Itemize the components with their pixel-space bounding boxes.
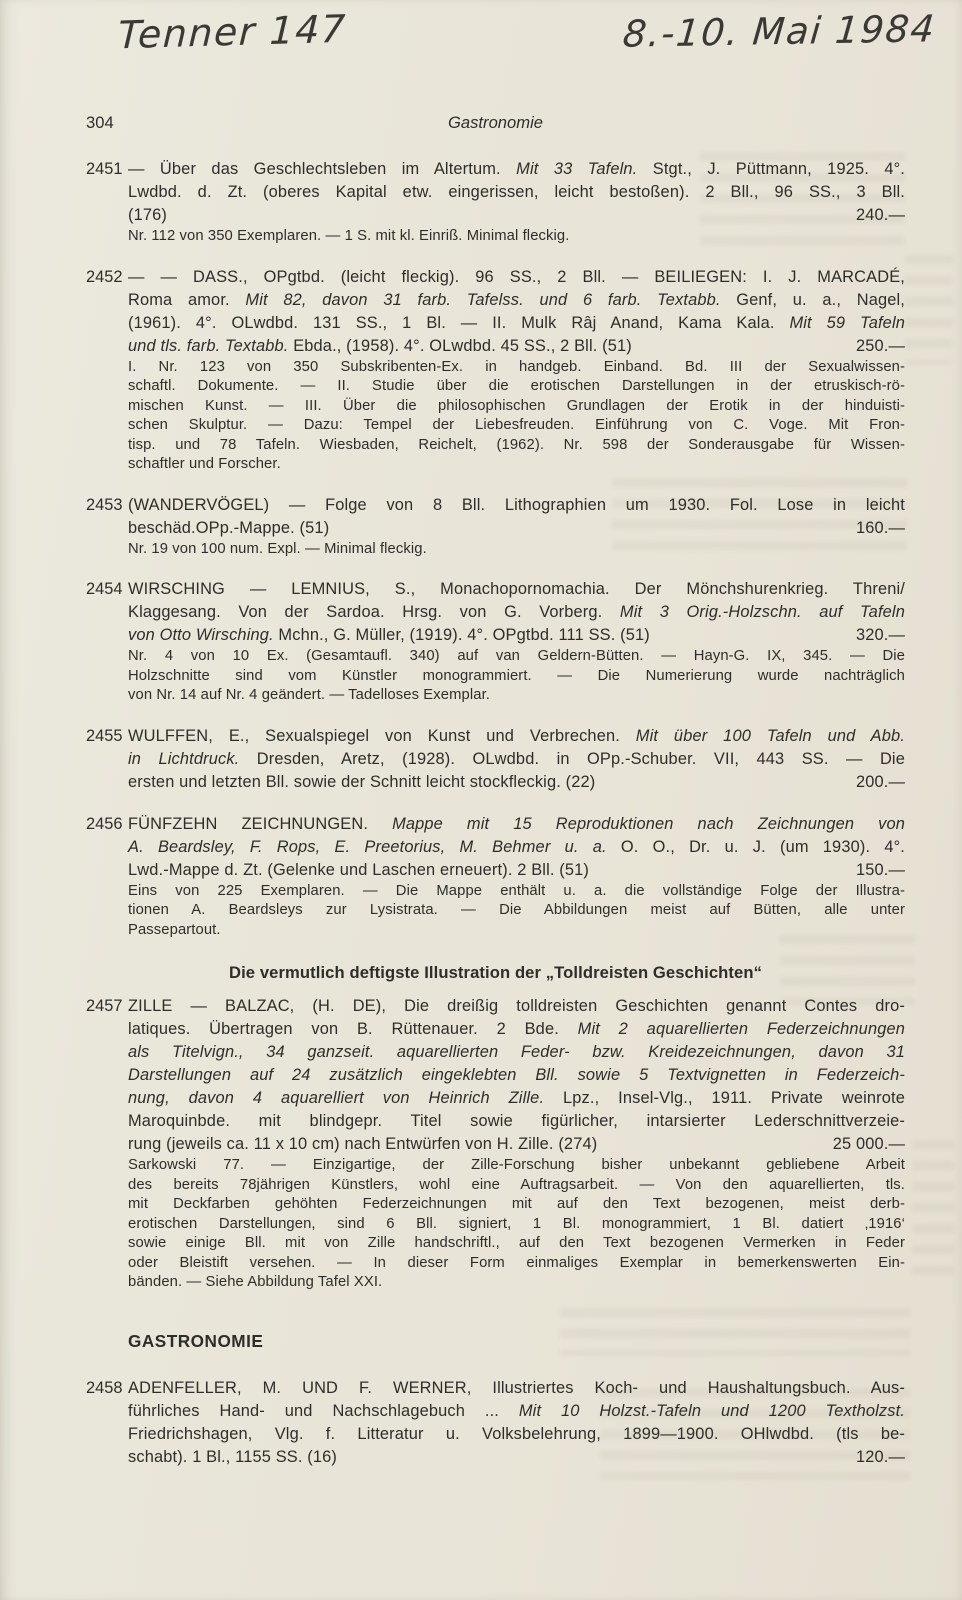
catalog-entry xyxy=(86,725,905,794)
entry-line-text: Passepartout. xyxy=(128,921,221,938)
entries xyxy=(86,158,905,1469)
entry-line-text: von Otto Wirsching. Mchn., G. Müller, (1919). 4°. OPgtbd. 111 SS. (51) xyxy=(128,626,650,644)
entry-line-text: des bereits 78jährigen Künstlers, wohl eine Auftragsarbeit. — Von den aquarellierten, tls. xyxy=(128,1176,905,1193)
entry-line-text: — — DASS., OPgtbd. (leicht fleckig). 96 SS., 2 Bll. — BEILIEGEN: I. J. MARCADÉ, xyxy=(128,267,905,286)
entry-note-line xyxy=(128,1254,905,1274)
entry-line-text: führliches Hand- und Nachschlagebuch ... Mit 10 Holzst.-Tafeln und 1200 Textholzst. xyxy=(128,1401,905,1420)
entry-line xyxy=(128,266,905,289)
entry-line-text: ZILLE — BALZAC, (H. DE), Die dreißig tolldreisten Geschichten genannt Contes dro- xyxy=(128,997,905,1015)
entry-note-line xyxy=(128,686,905,706)
entry-line xyxy=(128,517,905,540)
entry-line xyxy=(128,312,905,335)
running-section-title: Gastronomie xyxy=(448,113,543,132)
section-heading-gastronomie: GASTRONOMIE xyxy=(128,1330,264,1351)
entry-line-text: bänden. — Siehe Abbildung Tafel XXI. xyxy=(128,1274,383,1290)
entry-line-text: nung, davon 4 aquarelliert von Heinrich Zille. Lpz., Insel-Vlg., 1911. Private weinrote xyxy=(128,1089,905,1107)
entry-line xyxy=(128,1110,905,1133)
entry-line xyxy=(128,494,905,517)
entry-line-text: FÜNFZEHN ZEICHNUNGEN. Mappe mit 15 Reproduktionen nach Zeichnungen von xyxy=(128,814,905,833)
entry-line xyxy=(128,289,905,312)
entry-line xyxy=(128,995,905,1018)
entry-line-text: tisp. und 78 Tafeln. Wiesbaden, Reichelt, (1962). Nr. 598 der Sonderausgabe für Wissen- xyxy=(128,436,905,453)
entry-line xyxy=(128,1446,905,1469)
printed-content xyxy=(0,112,962,1469)
entry-line-text: latiques. Übertragen von B. Rüttenauer. 2 Bde. Mit 2 aquarellierten Federzeichnungen xyxy=(128,1020,906,1038)
entry-note-line xyxy=(128,901,905,921)
entry-line xyxy=(128,1064,905,1087)
entry-line-text: (176) xyxy=(128,206,168,224)
handwritten-auction-ref: Tenner 147 xyxy=(117,6,348,58)
lot-number: 2451 xyxy=(86,160,123,178)
entry-line xyxy=(128,601,905,624)
price: 120.— xyxy=(855,1447,905,1466)
entry-body xyxy=(128,578,905,706)
entry-line-text: in Lichtdruck. Dresden, Aretz, (1928). OLwdbd. in OPp.-Schuber. VII, 443 SS. — Die xyxy=(128,749,905,768)
entry-line xyxy=(128,859,905,882)
entry-line-text: ADENFELLER, M. UND F. WERNER, Illustriertes Koch- und Haushaltungsbuch. Aus- xyxy=(128,1378,905,1397)
entry-note-line xyxy=(128,1195,905,1215)
entry-line-text: Lwdbd. d. Zt. (oberes Kapital etw. eingerissen, leicht bestoßen). 2 Bll., 96 SS., 3 Bll. xyxy=(128,183,905,201)
entry-line-text: rung (jeweils ca. 11 x 10 cm) nach Entwürfen von H. Zille. (274) xyxy=(128,1135,598,1153)
entry-note-line xyxy=(128,455,905,475)
lot-number: 2457 xyxy=(86,997,123,1015)
entry-line-text: von Nr. 14 auf Nr. 4 geändert. — Tadelloses Exemplar. xyxy=(128,687,490,703)
entry-line xyxy=(128,836,905,859)
entry-line-text: schen Skulptur. — Dazu: Tempel der Liebesfreuden. Einführung von C. Voge. Mit Fron- xyxy=(128,417,905,433)
entry-line-text: Roma amor. Mit 82, davon 31 farb. Tafelss. und 6 farb. Textabb. Genf, u. a., Nagel, xyxy=(128,290,905,309)
entry-line-text: A. Beardsley, F. Rops, E. Preetorius, M. Behmer u. a. O. O., Dr. u. J. (um 1930). 4°. xyxy=(128,837,905,856)
entry-line-text: schaftler und Forscher. xyxy=(128,456,281,472)
entry-note-line xyxy=(128,1176,905,1196)
entry-line-text: sowie einige Bll. mit von Zille handschriftl., auf den Text bezogenen Vermerken in Feder xyxy=(128,1235,905,1251)
entry-line-text: Lwd.-Mappe d. Zt. (Gelenke und Laschen erneuert). 2 Bll. (51) xyxy=(128,860,590,879)
page-number: 304 xyxy=(86,113,114,132)
entry-line xyxy=(128,1133,905,1156)
catalog-entry xyxy=(86,266,905,475)
lot-number: 2453 xyxy=(86,495,123,514)
entry-line-text: WIRSCHING — LEMNIUS, S., Monachopornomachia. Der Mönchshurenkrieg. Threni/ xyxy=(128,580,905,598)
entry-body xyxy=(128,725,905,794)
entry-line xyxy=(128,1377,905,1400)
entry-line-text: WULFFEN, E., Sexualspiegel von Kunst und Verbrechen. Mit über 100 Tafeln und Abb. xyxy=(128,726,905,745)
price: 250.— xyxy=(855,336,905,355)
lot-number: 2455 xyxy=(86,726,123,745)
entry-note-line xyxy=(128,1156,905,1176)
entry-highlight-heading: Die vermutlich deftigste Illustration der „Tolldreisten Geschichten“ xyxy=(229,963,762,982)
entry-line-text: als Titelvign., 34 ganzseit. aquarellierten Feder- bzw. Kreidezeichnungen, davon 31 xyxy=(128,1043,905,1061)
catalog-entry xyxy=(86,578,905,706)
entry-note-line xyxy=(128,227,905,247)
entry-note-line xyxy=(128,397,905,417)
handwritten-auction-date: 8.-10. Mai 1984 xyxy=(621,7,938,56)
entry-body xyxy=(128,995,905,1293)
entry-line xyxy=(128,1423,905,1446)
entry-note-line xyxy=(128,1215,905,1235)
entry-body xyxy=(128,158,905,247)
price: 200.— xyxy=(855,772,905,791)
entry-line-text: beschäd.OPp.-Mappe. (51) xyxy=(128,518,330,537)
entry-line xyxy=(128,1041,905,1064)
entry-line-text: Klaggesang. Von der Sardoa. Hrsg. von G. Vorberg. Mit 3 Orig.-Holzschn. auf Tafeln xyxy=(128,603,905,621)
entry-note-line xyxy=(128,377,905,397)
entry-line-text: (1961). 4°. OLwdbd. 131 SS., 1 Bl. — II. Mulk Râj Anand, Kama Kala. Mit 59 Tafeln xyxy=(128,313,906,332)
entry-line-text: Nr. 4 von 10 Ex. (Gesamtaufl. 340) auf van Geldern-Bütten. — Hayn-G. IX, 345. — Die xyxy=(128,648,905,664)
entry-line xyxy=(128,1087,905,1110)
lot-number: 2452 xyxy=(86,267,123,286)
entry-line-text: oder Bleistift versehen. — In dieser Form einmaliges Exemplar in bemerkenswerten Ein- xyxy=(128,1254,905,1271)
entry-line xyxy=(128,1400,905,1423)
entry-line-text: Friedrichshagen, Vlg. f. Litteratur u. Volksbelehrung, 1899—1900. OHlwdbd. (tls be- xyxy=(128,1424,905,1443)
entry-body xyxy=(128,266,905,475)
entry-line-text: erotischen Darstellungen, sind 6 Bll. signiert, 1 Bl. monogrammiert, 1 Bl. datiert ‚1916‘ xyxy=(128,1215,905,1232)
entry-line-text: mit Deckfarben gehöhten Federzeichnungen mit auf den Text bezogenen, meist derb- xyxy=(128,1196,905,1212)
entry-line-text: mischen Kunst. — III. Über die philosophischen Grundlagen der Erotik in der hinduisti- xyxy=(128,397,905,414)
entry-line-text: schaftl. Dokumente. — II. Studie über die erotischen Darstellungen in der etruskisch-rö- xyxy=(128,378,905,394)
entry-line-text: I. Nr. 123 von 350 Subskribenten-Ex. in handgeb. Einband. Bd. III der Sexualwissen- xyxy=(128,358,905,375)
entry-line-text: und tls. farb. Textabb. Ebda., (1958). 4°. OLwdbd. 45 SS., 2 Bll. (51) xyxy=(128,336,632,355)
entry-note-line xyxy=(128,1234,905,1254)
entry-line-text: — Über das Geschlechtsleben im Altertum. Mit 33 Tafeln. Stgt., J. Püttmann, 1925. 4°. xyxy=(128,160,906,178)
entry-line xyxy=(128,813,905,836)
catalog-entry xyxy=(86,158,905,247)
entry-line-text: tionen A. Beardsleys zur Lysistrata. — Die Abbildungen meist auf Bütten, alle unter xyxy=(128,902,905,918)
entry-line-text: Darstellungen auf 24 zusätzlich eingeklebten Bll. sowie 5 Textvignetten in Federzeich- xyxy=(128,1066,905,1084)
entry-body xyxy=(128,813,905,941)
entry-note-line xyxy=(128,416,905,436)
lot-number: 2458 xyxy=(86,1378,123,1397)
entry-line-text: Nr. 112 von 350 Exemplaren. — 1 S. mit kl. Einriß. Minimal fleckig. xyxy=(128,228,570,244)
catalog-entry xyxy=(86,813,905,941)
price: 25 000.— xyxy=(832,1135,905,1153)
entry-note-line xyxy=(128,882,905,902)
entry-line-text: ersten und letzten Bll. sowie der Schnitt leicht stockfleckig. (22) xyxy=(128,772,596,791)
entry-note-line xyxy=(128,667,905,687)
entry-line xyxy=(128,181,905,204)
entry-line-text: schabt). 1 Bl., 1155 SS. (16) xyxy=(128,1447,338,1466)
entry-line-text: (WANDERVÖGEL) — Folge von 8 Bll. Lithographien um 1930. Fol. Lose in leicht xyxy=(128,495,905,514)
entry-line xyxy=(128,578,905,601)
entry-body xyxy=(128,1377,905,1469)
entry-note-line xyxy=(128,358,905,378)
entry-body xyxy=(128,494,905,560)
catalog-entry xyxy=(86,1377,905,1469)
price: 150.— xyxy=(855,860,905,879)
handwritten-annotations xyxy=(0,0,962,78)
entry-line-text: Nr. 19 von 100 num. Expl. — Minimal fleckig. xyxy=(128,540,427,557)
lot-number: 2456 xyxy=(86,814,123,833)
entry-line xyxy=(128,204,905,227)
entry-line-text: Eins von 225 Exemplaren. — Die Mappe enthält u. a. die vollständige Folge der Illustra- xyxy=(128,882,905,899)
entry-line xyxy=(128,158,905,181)
entry-line-text: Holzschnitte sind vom Künstler monogrammiert. — Die Numerierung wurde nachträglich xyxy=(128,667,905,684)
entry-line xyxy=(128,748,905,771)
price: 320.— xyxy=(855,626,905,644)
entry-note-line xyxy=(128,647,905,667)
entry-note-line xyxy=(128,1273,905,1293)
page-header xyxy=(86,112,905,135)
entry-line xyxy=(128,1018,905,1041)
entry-note-line xyxy=(128,436,905,456)
catalog-entry xyxy=(86,995,905,1293)
entry-line-text: Maroquinbde. mit blindgepr. Titel sowie figürlicher, intarsierter Lederschnittverzeie- xyxy=(128,1112,905,1130)
entry-note-line xyxy=(128,921,905,941)
entry-note-line xyxy=(128,540,905,560)
catalog-entry xyxy=(86,494,905,560)
entry-line xyxy=(128,335,905,358)
entry-line xyxy=(128,771,905,794)
price: 160.— xyxy=(855,518,905,537)
lot-number: 2454 xyxy=(86,580,123,598)
entry-line xyxy=(128,725,905,748)
price: 240.— xyxy=(855,206,905,224)
entry-line-text: Sarkowski 77. — Einzigartige, der Zille-Forschung bisher unbekannt gebliebene Arbeit xyxy=(128,1157,905,1173)
entry-line xyxy=(128,624,905,647)
